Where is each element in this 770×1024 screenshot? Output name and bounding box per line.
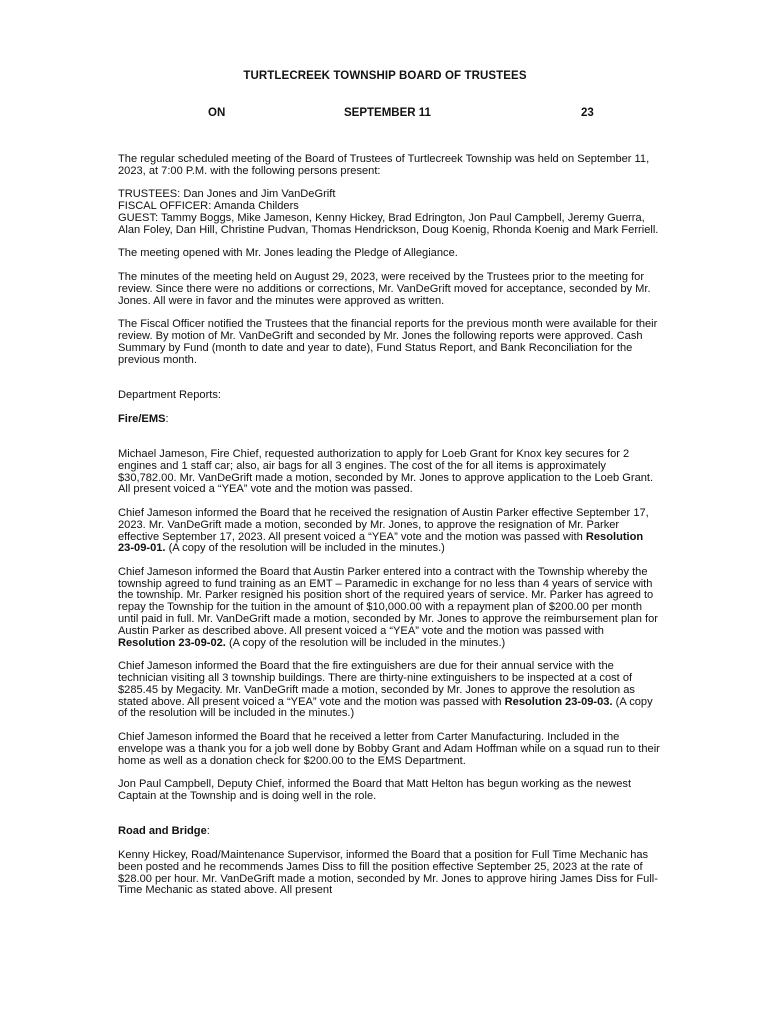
road-bridge-heading-text: Road and Bridge — [118, 825, 207, 838]
fire-ems-heading — [118, 414, 660, 426]
loeb-grant-paragraph: Michael Jameson, Fire Chief, requested authorization to apply for Loeb Grant for Knox key secures for 2 engines and 1 staff car; also, air bags for all 3 engines. The cost of the for all items is approximately $30,782.00. Mr. VanDeGrift made a motion, seconded by Mr. Jones to approve application to the Loeb Grant. All present voiced a “YEA” vote and the motion was passed. — [118, 447, 654, 496]
extinguisher-paragraph — [118, 661, 660, 720]
minutes-approval-paragraph: The minutes of the meeting held on August 29, 2023, were received by the Trustees prior to the meeting for review. Since there were no additions or corrections, Mr. VanDeGrift moved for acceptance, seconded by Mr. Jones. All were in favor and the minutes were approved as written. — [118, 270, 651, 307]
reimbursement-note: (A copy of the resolution will be included in the minutes.) — [225, 636, 506, 649]
carter-letter-paragraph: Chief Jameson informed the Board that he received a letter from Carter Manufacturing. Included in the envelope was a thank you for a job well done by Bobby Grant and Adam Hoffman while on a squad run to their home as well as a donation check for $200.00 to the EMS Department. — [118, 731, 660, 767]
resolution-23-09-02: Resolution 23-09-02. — [118, 636, 226, 649]
reimbursement-paragraph — [118, 567, 660, 650]
resignation-text: Chief Jameson informed the Board that he received the resignation of Austin Parker effective September 17, 2023. Mr. VanDeGrift made a motion, seconded by Mr. Jones, to approve the resignation of Mr. Parker effective September 17, 2023. All present voiced a “YEA” vote and the motion was passed with — [118, 506, 649, 543]
resolution-23-09-03: Resolution 23-09-03. — [504, 695, 613, 708]
captain-paragraph: Jon Paul Campbell, Deputy Chief, informed the Board that Matt Helton has begun working as the newest Captain at the Township and is doing well in the role. — [118, 778, 632, 803]
road-bridge-heading — [118, 826, 660, 838]
fiscal-report-paragraph: The Fiscal Officer notified the Trustees that the financial reports for the previous month were available for their review. By motion of Mr. VanDeGrift and seconded by Mr. Jones the following reports were approved. Cash Summary by Fund (month to date and year to date), Fund Status Report, and Bank Reconciliation for the previous month. — [118, 318, 658, 366]
fire-ems-heading-colon: : — [165, 412, 169, 425]
reimbursement-text: Chief Jameson informed the Board that Austin Parker entered into a contract with the Township whereby the township agreed to fund training as an EMT – Paramedic in exchange for no less than 4 years of service with the township. Mr. Parker resigned his position short of the required years of service. Mr. Parker has agreed to repay the Township for the tuition in the amount of $10,000.00 with a repayment plan of $200.00 per month until paid in full. Mr. VanDeGrift made a motion, seconded by Mr. Jones to approve the reimbursement plan for Austin Parker as described above. All present voiced a “YEA” vote and the motion was passed with — [118, 565, 658, 637]
resignation-paragraph — [118, 508, 660, 555]
guests-line: GUEST: Tammy Boggs, Mike Jameson, Kenny Hickey, Brad Edrington, Jon Paul Campbell, Jeremy Guerra, Alan Foley, Dan Hill, Christine Pudvan, Thomas Hendrickson, Doug Koenig, Rhonda Koenig and Mark Ferriell. — [118, 211, 659, 236]
date-year: 23 — [581, 107, 594, 119]
document-title: TURTLECREEK TOWNSHIP BOARD OF TRUSTEES — [243, 70, 527, 82]
minutes-body — [118, 154, 660, 909]
date-month: SEPTEMBER 11 — [344, 107, 431, 119]
attendees-paragraph — [118, 189, 660, 236]
resignation-note: (A copy of the resolution will be included in the minutes.) — [165, 542, 445, 555]
mechanic-paragraph: Kenny Hickey, Road/Maintenance Supervisor, informed the Board that a position for Full Time Mechanic has been posted and he recommends James Diss to fill the position effective September 25, 2023 at the rate of $28.00 per hour. Mr. VanDeGrift made a motion, seconded by Mr. Jones to approve hiring James Diss for Full-Time Mechanic as stated above. All present — [118, 849, 658, 897]
extinguisher-note: (A copy of the resolution will be included in the minutes.) — [118, 695, 653, 720]
resolution-23-09-01: Resolution 23-09-01. — [118, 530, 644, 555]
road-bridge-heading-colon: : — [206, 825, 210, 838]
date-on: ON — [208, 107, 226, 119]
fiscal-officer-line: FISCAL OFFICER: Amanda Childers — [118, 200, 299, 213]
intro-paragraph: The regular scheduled meeting of the Board of Trustees of Turtlecreek Township was held on September 11, 2023, at 7:00 P.M. with the following persons present: — [118, 153, 650, 177]
extinguisher-text: Chief Jameson informed the Board that the fire extinguishers are due for their annual service with the technician visiting all 3 township buildings. There are thirty-nine extinguishers to be inspected at a cost of $285.45 by Megacity. Mr. VanDeGrift made a motion, seconded by Mr. Jones to approve the resolution as stated above. All present voiced a “YEA” vote and the motion was passed with — [118, 660, 635, 708]
trustees-line: TRUSTEES: Dan Jones and Jim VanDeGrift — [118, 188, 336, 201]
department-reports-heading: Department Reports: — [118, 388, 221, 401]
opening-paragraph: The meeting opened with Mr. Jones leading the Pledge of Allegiance. — [118, 247, 458, 260]
fire-ems-heading-text: Fire/EMS — [118, 412, 166, 425]
